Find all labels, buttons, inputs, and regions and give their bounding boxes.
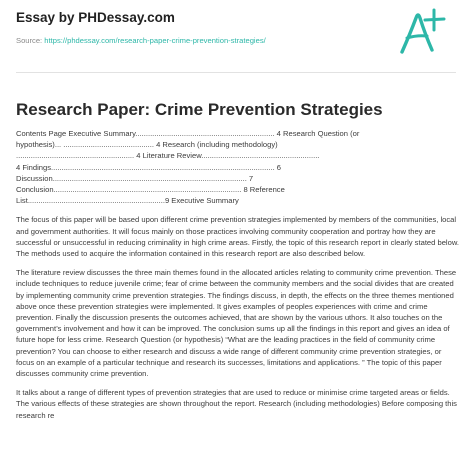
site-title: Essay by PHDessay.com: [16, 10, 175, 25]
document-body: [16, 128, 460, 429]
toc-line: List.................................................................9 Executive Summary: [16, 196, 239, 206]
body-paragraph: The focus of this paper will be based upon different crime prevention strategies implemented by members of the communities, local and government authorities. It will focus mainly on those practices involving community cooperation and portray how they are successful or unsuccessful in reducing criminality in high crime areas. Firstly, the topic of this research report in clearly stated below. The methods used to acquire the information contained in this research report are also described below.: [16, 215, 460, 259]
toc-line: ........................................................ 4 Literature Review........................................................: [16, 151, 320, 161]
toc-line: Discussion............................................................................................ 7: [16, 173, 254, 183]
source-link[interactable]: https://phdessay.com/research-paper-crime-prevention-strategies/: [44, 36, 266, 45]
a-plus-logo-icon: [392, 4, 450, 62]
body-paragraph: The literature review discusses the three main themes found in the allocated articles relating to community crime prevention. These include techniques to reduce juvenile crime; fear of crime between the community members and the social divides that are created by implementing community crime prevention strategies. The findings discuss, in depth, the effects on the three themes mentioned above once these prevention strategies were implemented. It gives examples of peoples experiences with crime and crime prevention. Finally the discussion presents the outcomes achieved, that are shown by the various uthors. It also touches on the government’s involvement and how it can be improved. The conclusion sums up all the findings in this report and gives an idea of future hope for less crime. Research Question (or hypothesis) “What are the leading practices in the field of community crime prevention? You can choose to either research and discuss a wide range of different community crime prevention strategies, or focus on an example of a particular technique and research its successes, limitations and applications. ” The topic of this paper discusses community crime prevention.: [16, 268, 457, 379]
body-paragraph: It talks about a range of different types of prevention strategies that are used to reduce or minimise crime targeted areas or fields. The various effects of these strategies are shown throughout the report. Research (including methodologies) Before composing this research re: [16, 388, 457, 420]
toc-line: hypothesis)... ........................................... 4 Research (including methodology): [16, 140, 278, 150]
source-label: Source:: [16, 36, 43, 45]
page-header: [16, 10, 456, 70]
document-title: Research Paper: Crime Prevention Strategies: [16, 100, 383, 119]
header-divider: [16, 72, 456, 73]
toc-line: Conclusion......................................................................................... 8 Reference: [16, 185, 285, 195]
table-of-contents: [16, 128, 460, 206]
toc-line: Contents Page Executive Summary.................................................................. 4 Research Question (or: [16, 129, 360, 138]
toc-line: 4 Findings.......................................................................................................... 6: [16, 162, 282, 172]
source-line: [16, 36, 266, 45]
